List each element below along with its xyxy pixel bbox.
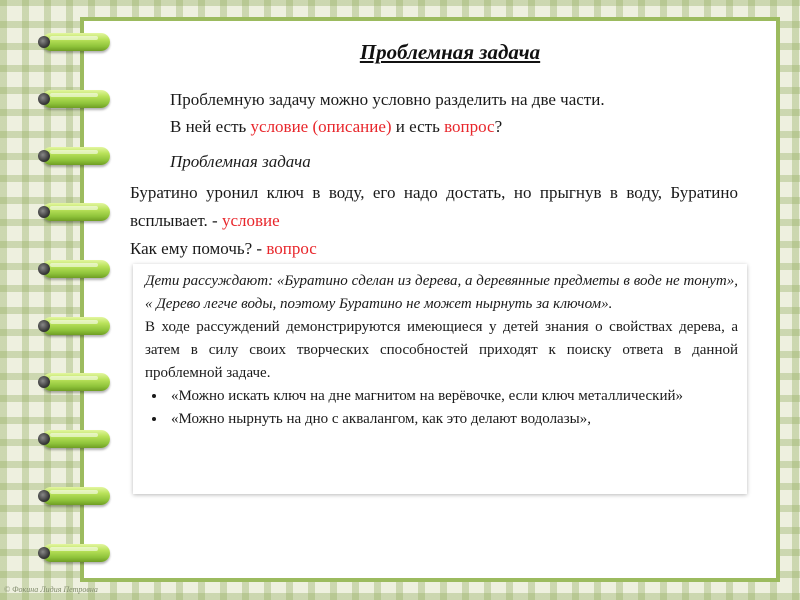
author-watermark: © Фокина Лидия Петровна bbox=[4, 585, 98, 594]
list-item: • «Можно нырнуть на дно с аквалангом, как это делают водолазы», bbox=[167, 408, 738, 431]
question-highlight: вопрос bbox=[444, 117, 495, 136]
reasoning-paragraph: В ходе рассуждений демонстрируются имеющиеся у детей знания о свойствах дерева, а затем в силу своих творческих способностей приходят к поиску ответа в данной проблемной задаче. bbox=[145, 319, 738, 381]
condition-highlight: условие (описание) bbox=[250, 117, 392, 136]
task-statement bbox=[130, 179, 738, 263]
task-question: Как ему помочь? - вопрос bbox=[130, 239, 317, 258]
slide-title: Проблемная задача bbox=[359, 40, 541, 64]
children-reasoning: Дети рассуждают: «Буратино сделан из дерева, а деревянные предметы в воде не тонут», « Дерево легче воды, поэтому Буратино не может нырнуть за ключом». bbox=[145, 273, 738, 312]
condition-label: условие bbox=[221, 211, 280, 230]
list-item: • «Можно искать ключ на дне магнитом на верёвочке, если ключ металлический» bbox=[167, 385, 738, 408]
intro-text bbox=[170, 86, 605, 140]
task-condition: Буратино уронил ключ в воду, его надо достать, но прыгнув в воду, Буратино всплывает. - условие bbox=[130, 183, 738, 230]
answers-list bbox=[145, 385, 738, 431]
question-label: вопрос bbox=[266, 239, 317, 258]
intro-line-2: В ней есть условие (описание) и есть вопрос? bbox=[170, 117, 503, 136]
intro-line-1: Проблемную задачу можно условно разделить на две части. bbox=[170, 90, 605, 109]
task-subtitle: Проблемная задача bbox=[170, 152, 311, 171]
reasoning-box bbox=[133, 264, 747, 494]
